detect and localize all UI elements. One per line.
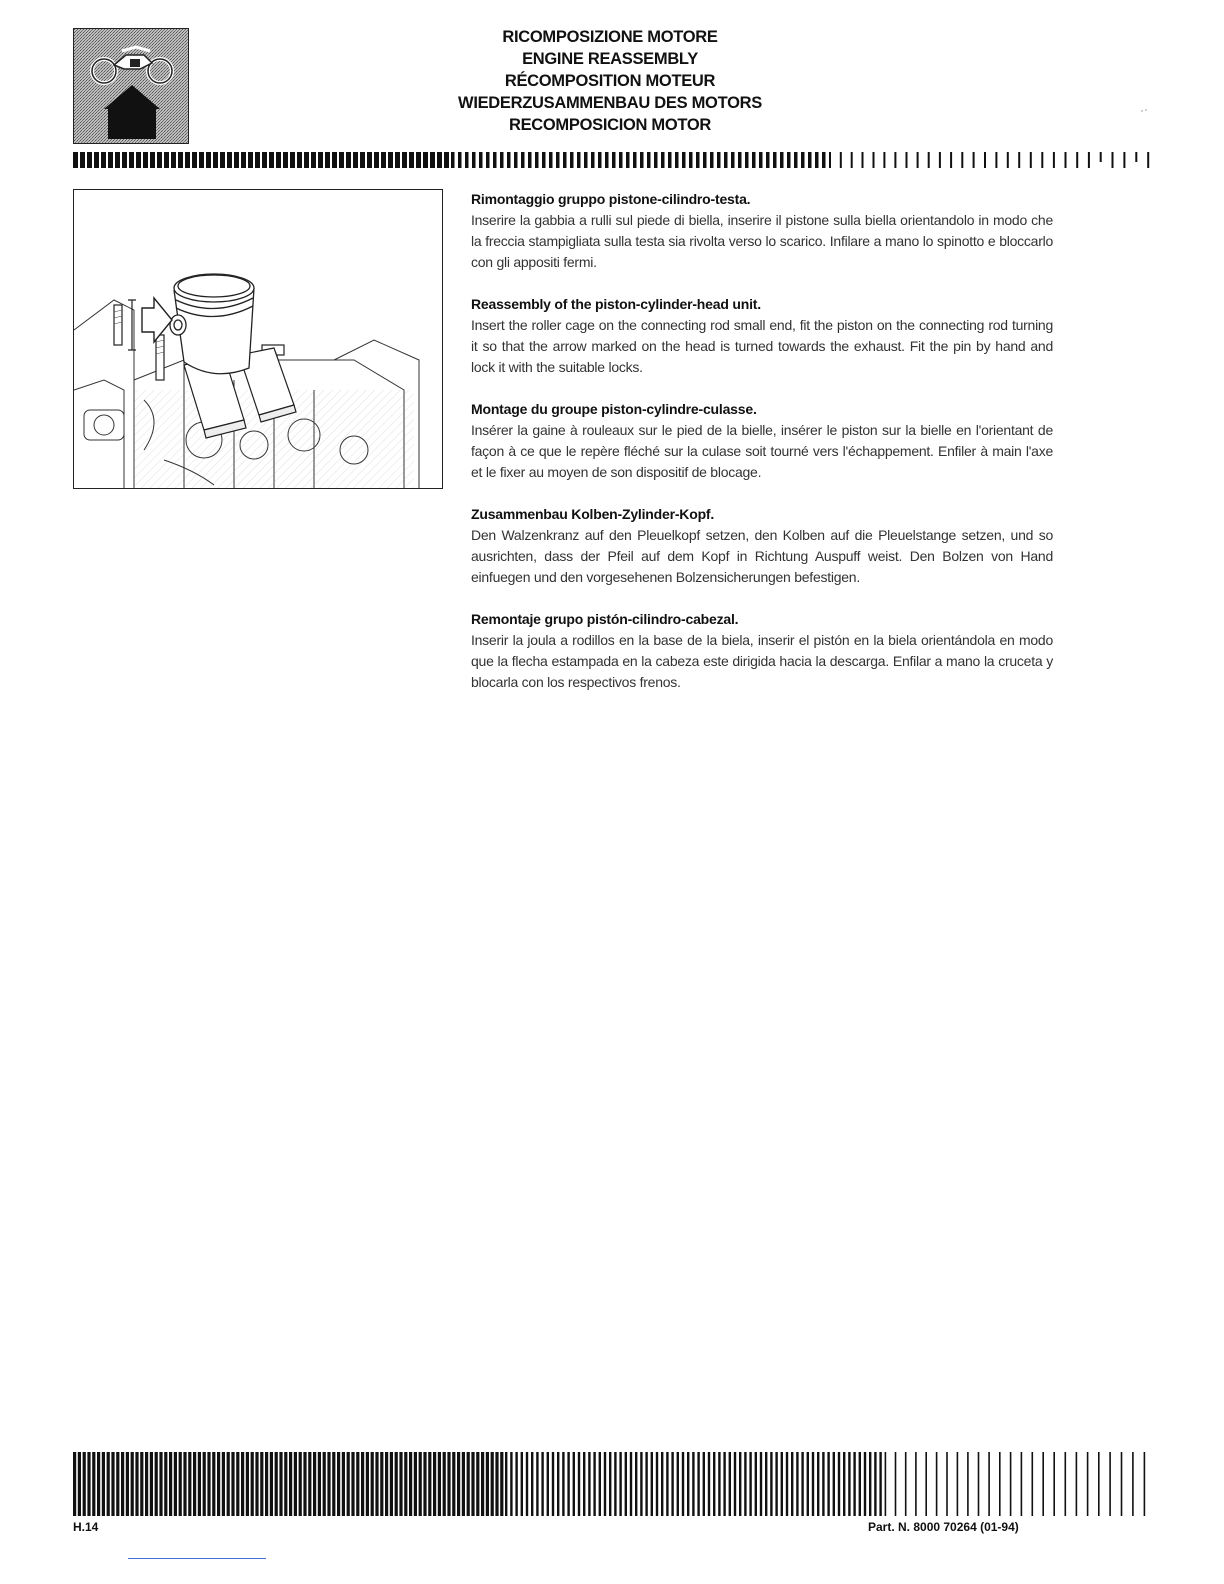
instructions — [471, 190, 1053, 715]
title-spanish: RECOMPOSICION MOTOR — [508, 116, 712, 134]
section-body: Insert the roller cage on the connecting rod small end, fit the piston on the connecting rod turning it so that the arrow marked on the head is turned towards the exhaust. Fit the pin by hand and lock it with the suitable locks. — [471, 317, 1053, 375]
title-english: ENGINE REASSEMBLY — [522, 50, 698, 68]
section-german — [471, 505, 1053, 588]
section-logo — [73, 28, 189, 144]
section-heading: Montage du groupe piston-cylindre-culasse. — [471, 401, 757, 417]
section-english — [471, 295, 1053, 378]
motorcycle-up-arrow-icon — [74, 29, 189, 144]
piston-figure — [73, 189, 443, 489]
section-body: Insérer la gaine à rouleaux sur le pied de la bielle, insérer le piston sur la bielle en l'orientant de façon à ce que le repère fléché sur la culase soit tourné vers l'échappement. Enfiler à main l'axe et le fixer au moyen de son dispositif de blocage. — [471, 422, 1053, 480]
section-body: Inserir la joula a rodillos en la base de la biela, inserir el pistón en la biela orientándola en modo que la flecha estampada en la cabeza este dirigida hacia la descarga. Enfilar a mano la cruceta y blocarla con los respectivos frenos. — [471, 632, 1053, 690]
section-body: Den Walzenkranz auf den Pleuelkopf setzen, den Kolben auf die Pleuelstange setzen, und so ausrichten, dass der Pfeil auf dem Kopf in Richtung Auspuff weist. Den Bolzen von Hand einfuegen und den vorgesehenen Bolzensicherungen befestigen. — [471, 527, 1053, 585]
section-heading: Reassembly of the piston-cylinder-head unit. — [471, 296, 761, 312]
scan-speck — [1140, 100, 1148, 104]
bottom-barcode-bar — [73, 1452, 1151, 1516]
section-heading: Remontaje grupo pistón-cilindro-cabezal. — [471, 611, 739, 627]
page-number: H.14 — [73, 1520, 99, 1534]
section-body: Inserire la gabbia a rulli sul piede di biella, inserire il pistone sulla biella orientandolo in modo che la freccia stampigliata sulla testa sia rivolta verso lo scarico. Infilare a mano lo spinotto e bloccarlo con gli appositi fermi. — [471, 212, 1053, 270]
title-french: RÉCOMPOSITION MOTEUR — [504, 72, 716, 90]
section-heading: Zusammenbau Kolben-Zylinder-Kopf. — [471, 506, 715, 522]
part-number: Part. N. 8000 70264 (01-94) — [868, 1520, 1019, 1534]
section-italian — [471, 190, 1053, 273]
piston-cylinder-illustration — [74, 190, 443, 489]
page-titles — [380, 26, 840, 136]
section-spanish — [471, 610, 1053, 693]
section-french — [471, 400, 1053, 483]
title-italian: RICOMPOSIZIONE MOTORE — [502, 28, 718, 46]
top-tick-bar — [73, 152, 1151, 168]
title-german: WIEDERZUSAMMENBAU DES MOTORS — [458, 94, 762, 112]
section-heading: Rimontaggio gruppo pistone-cilindro-testa. — [471, 191, 751, 207]
footer-rule — [128, 1558, 266, 1559]
